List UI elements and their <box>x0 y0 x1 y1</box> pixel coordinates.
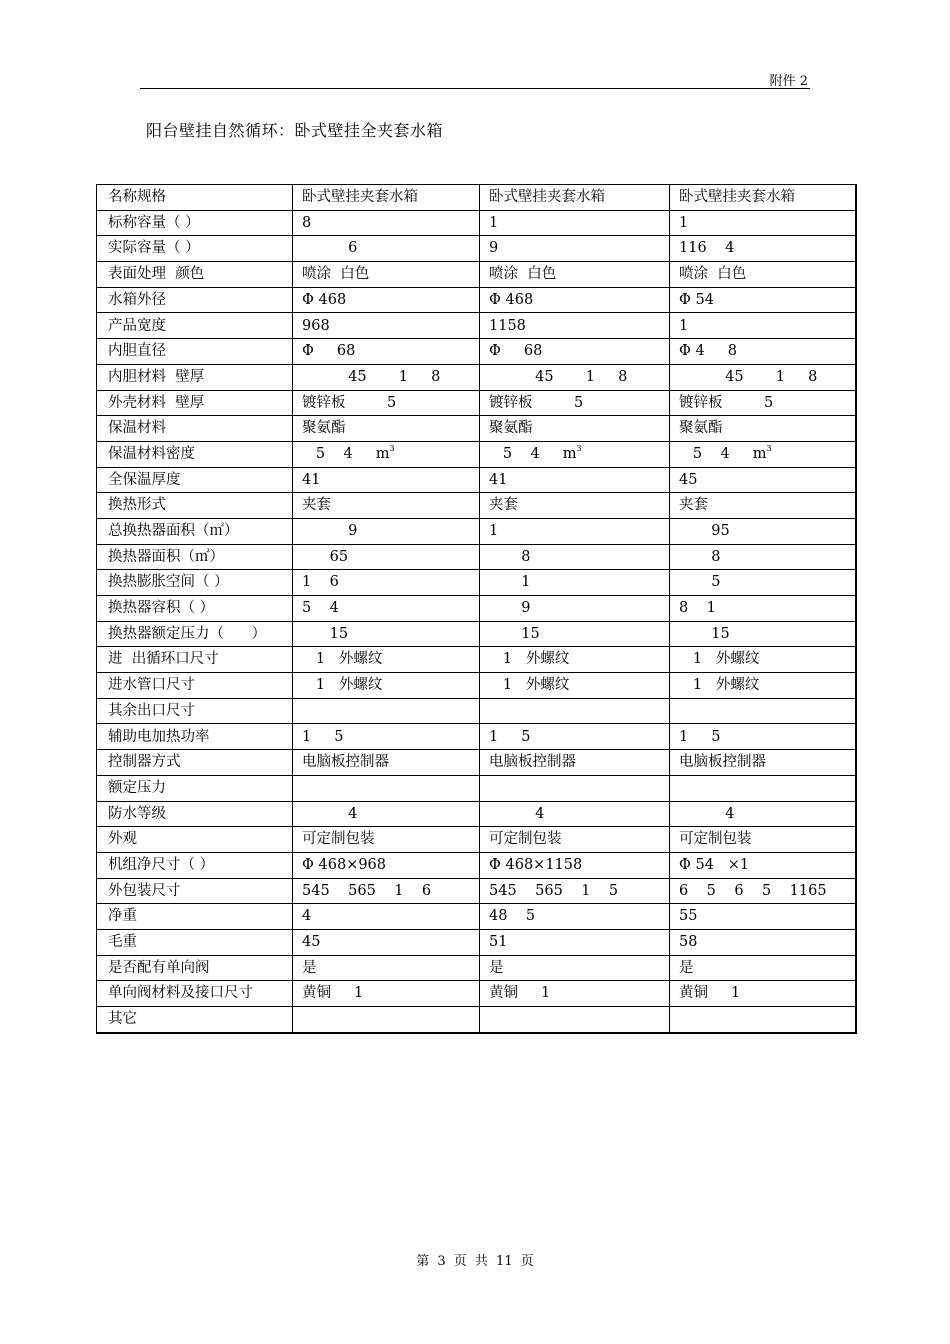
row-label-cell: 内胆材料 壁厚 <box>97 364 293 390</box>
table-row <box>97 621 856 647</box>
table-row <box>97 185 856 211</box>
value-cell: 15 <box>480 621 670 647</box>
value-cell: 1 <box>480 518 670 544</box>
value-cell: 聚氨酯 <box>293 416 480 442</box>
value-cell: 65 <box>293 544 480 570</box>
value-cell: Φ 54 <box>670 287 856 313</box>
value-cell: Φ 468×1158 <box>480 852 670 878</box>
value-cell: 1 外螺纹 <box>670 673 856 699</box>
value-cell: 116 4 <box>670 236 856 262</box>
value-cell <box>670 698 856 724</box>
row-label-cell: 净重 <box>97 904 293 930</box>
document-title: 阳台壁挂自然循环：卧式壁挂全夹套水箱 <box>146 121 444 140</box>
value-cell: 1 <box>670 313 856 339</box>
value-cell: 45 1 8 <box>670 364 856 390</box>
table-row <box>97 750 856 776</box>
row-label-cell: 名称规格 <box>97 185 293 211</box>
row-label-cell: 总换热器面积（㎡） <box>97 518 293 544</box>
value-cell: Φ 468×968 <box>293 852 480 878</box>
value-cell <box>670 1007 856 1033</box>
table-row <box>97 878 856 904</box>
value-cell: 电脑板控制器 <box>670 750 856 776</box>
row-label-cell: 防水等级 <box>97 801 293 827</box>
row-label-cell: 额定压力 <box>97 775 293 801</box>
header-rule <box>140 88 810 89</box>
value-cell: 8 1 <box>670 596 856 622</box>
row-label-cell: 单向阀材料及接口尺寸 <box>97 981 293 1007</box>
value-cell: 电脑板控制器 <box>293 750 480 776</box>
value-cell: 41 <box>293 467 480 493</box>
value-cell: 1 5 <box>480 724 670 750</box>
table-row <box>97 596 856 622</box>
row-label-cell: 是否配有单向阀 <box>97 955 293 981</box>
value-cell: Φ 54 ×1 <box>670 852 856 878</box>
table-row <box>97 262 856 288</box>
table-row <box>97 981 856 1007</box>
value-cell: 黄铜 1 <box>293 981 480 1007</box>
value-cell: 可定制包装 <box>670 827 856 853</box>
value-cell: 55 <box>670 904 856 930</box>
value-cell <box>480 698 670 724</box>
value-cell: 45 1 8 <box>480 364 670 390</box>
value-cell: 95 <box>670 518 856 544</box>
value-cell <box>480 1007 670 1033</box>
row-label-cell: 换热器容积（ ） <box>97 596 293 622</box>
value-cell: 卧式壁挂夹套水箱 <box>480 185 670 211</box>
value-cell: 968 <box>293 313 480 339</box>
value-cell: 6 5 6 5 1165 <box>670 878 856 904</box>
cubic-superscript: 3 <box>389 443 395 453</box>
value-cell: 镀锌板 5 <box>293 390 480 416</box>
row-label-cell: 水箱外径 <box>97 287 293 313</box>
value-cell: Φ 468 <box>293 287 480 313</box>
value-cell: 45 <box>293 929 480 955</box>
value-cell: Φ 68 <box>480 339 670 365</box>
table-row <box>97 544 856 570</box>
value-cell <box>293 698 480 724</box>
value-cell: 58 <box>670 929 856 955</box>
value-cell: 4 <box>293 904 480 930</box>
value-cell: 5 4 $m^3$ <box>480 441 670 467</box>
value-cell: 545 565 1 5 <box>480 878 670 904</box>
value-cell: Φ 468 <box>480 287 670 313</box>
table-row <box>97 1007 856 1033</box>
row-label-cell: 换热膨胀空间（ ） <box>97 570 293 596</box>
row-label-cell: 进水管口尺寸 <box>97 673 293 699</box>
table-row <box>97 416 856 442</box>
value-cell: 电脑板控制器 <box>480 750 670 776</box>
value-cell: 8 <box>670 544 856 570</box>
value-cell: 4 <box>480 801 670 827</box>
value-cell: 聚氨酯 <box>480 416 670 442</box>
row-label-cell: 其它 <box>97 1007 293 1033</box>
value-cell <box>293 1007 480 1033</box>
value-cell: 可定制包装 <box>293 827 480 853</box>
value-cell: 可定制包装 <box>480 827 670 853</box>
value-cell: 51 <box>480 929 670 955</box>
row-label-cell: 保温材料密度 <box>97 441 293 467</box>
value-cell: 1158 <box>480 313 670 339</box>
value-cell: 5 4 $m^3$ <box>670 441 856 467</box>
row-label-cell: 外观 <box>97 827 293 853</box>
value-cell: 1 外螺纹 <box>293 673 480 699</box>
value-cell: 41 <box>480 467 670 493</box>
table-row <box>97 955 856 981</box>
row-label-cell: 外包装尺寸 <box>97 878 293 904</box>
row-label-cell: 其余出口尺寸 <box>97 698 293 724</box>
spec-table <box>96 184 857 1034</box>
value-cell: 48 5 <box>480 904 670 930</box>
row-label-cell: 标称容量（ ） <box>97 210 293 236</box>
value-cell: 喷涂 白色 <box>480 262 670 288</box>
row-label-cell: 外壳材料 壁厚 <box>97 390 293 416</box>
table-row <box>97 673 856 699</box>
value-cell <box>670 775 856 801</box>
row-label-cell: 毛重 <box>97 929 293 955</box>
value-cell: 9 <box>480 236 670 262</box>
row-label-cell: 全保温厚度 <box>97 467 293 493</box>
value-cell: 45 1 8 <box>293 364 480 390</box>
row-label-cell: 机组净尺寸（ ） <box>97 852 293 878</box>
table-row <box>97 441 856 467</box>
value-cell: 15 <box>293 621 480 647</box>
table-row <box>97 929 856 955</box>
value-cell: 1 5 <box>670 724 856 750</box>
value-cell: 545 565 1 6 <box>293 878 480 904</box>
table-row <box>97 724 856 750</box>
row-label-cell: 辅助电加热功率 <box>97 724 293 750</box>
value-cell: 是 <box>670 955 856 981</box>
value-cell: 聚氨酯 <box>670 416 856 442</box>
table-row <box>97 390 856 416</box>
value-cell: 9 <box>293 518 480 544</box>
value-cell: 夹套 <box>480 493 670 519</box>
row-label-cell: 内胆直径 <box>97 339 293 365</box>
value-cell: 4 <box>293 801 480 827</box>
table-row <box>97 339 856 365</box>
value-cell: 5 <box>670 570 856 596</box>
value-cell: 1 外螺纹 <box>480 673 670 699</box>
value-cell: 1 外螺纹 <box>670 647 856 673</box>
row-label-cell: 换热器额定压力（ ） <box>97 621 293 647</box>
table-row <box>97 904 856 930</box>
table-row <box>97 364 856 390</box>
row-label-cell: 实际容量（ ） <box>97 236 293 262</box>
table-row <box>97 493 856 519</box>
value-cell: 45 <box>670 467 856 493</box>
table-row <box>97 801 856 827</box>
value-cell: 夹套 <box>293 493 480 519</box>
table-row <box>97 647 856 673</box>
value-cell: 黄铜 1 <box>670 981 856 1007</box>
page-footer: 第 3 页 共 11 页 <box>416 1254 534 1269</box>
value-cell: 1 5 <box>293 724 480 750</box>
value-cell: 5 4 $m^3$ <box>293 441 480 467</box>
row-label-cell: 换热形式 <box>97 493 293 519</box>
table-row <box>97 313 856 339</box>
value-cell: 9 <box>480 596 670 622</box>
value-cell: 15 <box>670 621 856 647</box>
table-row <box>97 852 856 878</box>
value-cell: 1 6 <box>293 570 480 596</box>
cubic-superscript: 3 <box>766 443 772 453</box>
table-row <box>97 236 856 262</box>
row-label-cell: 产品宽度 <box>97 313 293 339</box>
value-cell: 1 <box>670 210 856 236</box>
table-row <box>97 827 856 853</box>
table-row <box>97 698 856 724</box>
value-cell: 黄铜 1 <box>480 981 670 1007</box>
value-cell: 卧式壁挂夹套水箱 <box>293 185 480 211</box>
value-cell: 5 4 <box>293 596 480 622</box>
value-cell: 是 <box>480 955 670 981</box>
value-cell <box>293 775 480 801</box>
cubic-superscript: 3 <box>576 443 582 453</box>
value-cell <box>480 775 670 801</box>
table-row <box>97 775 856 801</box>
value-cell: 喷涂 白色 <box>293 262 480 288</box>
table-row <box>97 467 856 493</box>
row-label-cell: 控制器方式 <box>97 750 293 776</box>
row-label-cell: 保温材料 <box>97 416 293 442</box>
value-cell: 8 <box>293 210 480 236</box>
row-label-cell: 表面处理 颜色 <box>97 262 293 288</box>
row-label-cell: 换热器面积（㎡） <box>97 544 293 570</box>
value-cell: Φ 4 8 <box>670 339 856 365</box>
value-cell: 卧式壁挂夹套水箱 <box>670 185 856 211</box>
value-cell: 喷涂 白色 <box>670 262 856 288</box>
value-cell: 是 <box>293 955 480 981</box>
value-cell: 1 <box>480 570 670 596</box>
value-cell: 6 <box>293 236 480 262</box>
table-row <box>97 570 856 596</box>
value-cell: 1 外螺纹 <box>293 647 480 673</box>
value-cell: 镀锌板 5 <box>670 390 856 416</box>
value-cell: 4 <box>670 801 856 827</box>
table-row <box>97 287 856 313</box>
value-cell: 8 <box>480 544 670 570</box>
value-cell: 镀锌板 5 <box>480 390 670 416</box>
value-cell: 1 <box>480 210 670 236</box>
value-cell: Φ 68 <box>293 339 480 365</box>
row-label-cell: 进 出循环口尺寸 <box>97 647 293 673</box>
value-cell: 夹套 <box>670 493 856 519</box>
value-cell: 1 外螺纹 <box>480 647 670 673</box>
attachment-label: 附件 2 <box>769 74 808 89</box>
table-row <box>97 210 856 236</box>
table-row <box>97 518 856 544</box>
